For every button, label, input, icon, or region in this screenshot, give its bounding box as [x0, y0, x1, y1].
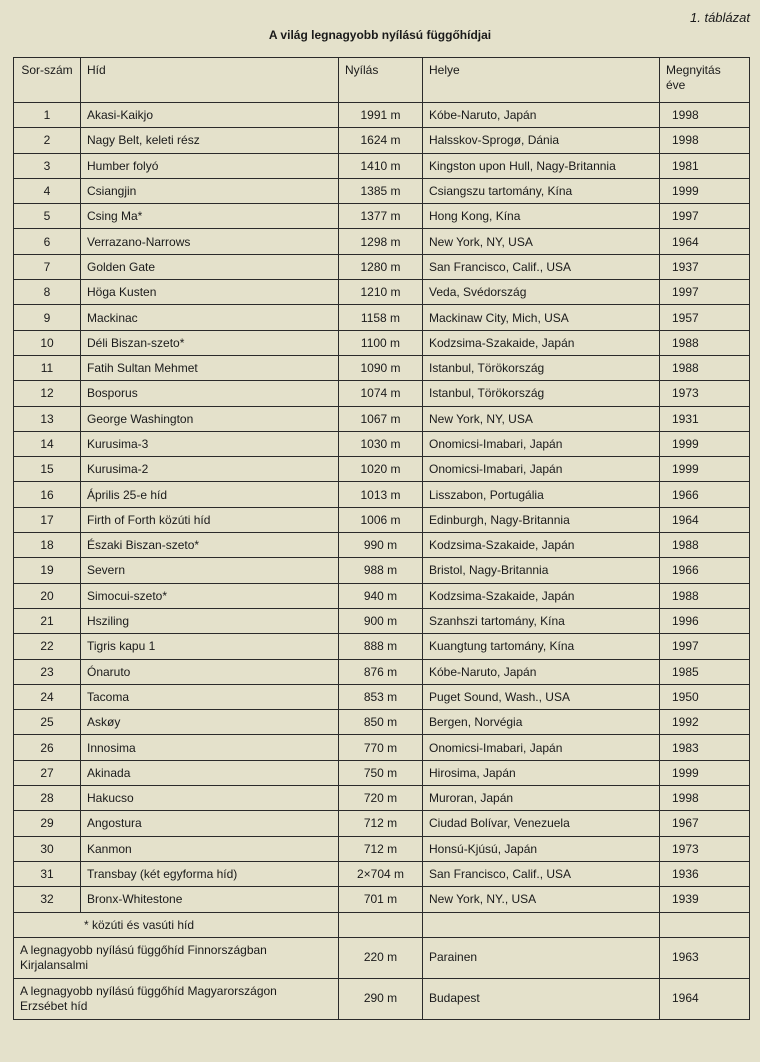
table-number: 1. táblázat [690, 10, 750, 25]
cell-name: Április 25-e híd [81, 482, 339, 507]
cell-name: Simocui-szeto* [81, 583, 339, 608]
cell-opened: 1998 [660, 786, 750, 811]
cell-no: 25 [14, 710, 81, 735]
cell-no: 22 [14, 634, 81, 659]
table-row [14, 457, 750, 482]
table-row [14, 355, 750, 380]
cell-no: 32 [14, 887, 81, 912]
cell-span: 290 m [339, 978, 423, 1019]
cell-name: Mackinac [81, 305, 339, 330]
cell-location: New York, NY., USA [423, 887, 660, 912]
table-row [14, 431, 750, 456]
cell-no: 11 [14, 355, 81, 380]
table-row [14, 153, 750, 178]
cell-location: Kodzsima-Szakaide, Japán [423, 533, 660, 558]
cell-no: 24 [14, 684, 81, 709]
cell-location: Kóbe-Naruto, Japán [423, 659, 660, 684]
cell-span: 1090 m [339, 355, 423, 380]
cell-location: Kuangtung tartomány, Kína [423, 634, 660, 659]
cell-opened: 1988 [660, 533, 750, 558]
cell-name: Északi Biszan-szeto* [81, 533, 339, 558]
cell-location: Onomicsi-Imabari, Japán [423, 735, 660, 760]
cell-opened: 1936 [660, 861, 750, 886]
table-body [14, 103, 750, 1020]
cell-no: 27 [14, 760, 81, 785]
cell-span: 1067 m [339, 406, 423, 431]
summary-label [14, 978, 339, 1019]
cell-name: Csing Ma* [81, 204, 339, 229]
cell-name: Ónaruto [81, 659, 339, 684]
table-row [14, 204, 750, 229]
table-row [14, 305, 750, 330]
cell-location: Onomicsi-Imabari, Japán [423, 457, 660, 482]
summary-label-line2: Kirjalansalmi [20, 957, 89, 972]
table-row [14, 330, 750, 355]
cell-no: 23 [14, 659, 81, 684]
cell-opened: 1963 [660, 937, 750, 978]
cell-span: 888 m [339, 634, 423, 659]
cell-no: 12 [14, 381, 81, 406]
cell-location: Parainen [423, 937, 660, 978]
cell-location: Szanhszi tartomány, Kína [423, 608, 660, 633]
cell-location: Edinburgh, Nagy-Britannia [423, 507, 660, 532]
table-row [14, 178, 750, 203]
cell-location: Budapest [423, 978, 660, 1019]
cell-name: Humber folyó [81, 153, 339, 178]
cell-location: Lisszabon, Portugália [423, 482, 660, 507]
cell-opened: 1985 [660, 659, 750, 684]
table-row [14, 128, 750, 153]
cell-opened: 1973 [660, 836, 750, 861]
cell-opened: 1973 [660, 381, 750, 406]
table-row [14, 684, 750, 709]
cell-span: 853 m [339, 684, 423, 709]
cell-location: Bergen, Norvégia [423, 710, 660, 735]
cell-opened: 1996 [660, 608, 750, 633]
cell-span: 850 m [339, 710, 423, 735]
cell-no: 6 [14, 229, 81, 254]
cell-opened: 1967 [660, 811, 750, 836]
cell-span: 1030 m [339, 431, 423, 456]
cell-name: Severn [81, 558, 339, 583]
cell-location: Puget Sound, Wash., USA [423, 684, 660, 709]
empty-cell [423, 912, 660, 937]
cell-opened: 1964 [660, 229, 750, 254]
table-row [14, 583, 750, 608]
cell-location: Istanbul, Törökország [423, 381, 660, 406]
summary-label-line2: Erzsébet híd [20, 998, 88, 1013]
header-row [14, 58, 750, 103]
cell-name: Kurusima-3 [81, 431, 339, 456]
cell-opened: 1998 [660, 128, 750, 153]
header-location: Helye [423, 58, 660, 103]
cell-opened: 1964 [660, 978, 750, 1019]
header-no: Sor-szám [14, 58, 81, 103]
cell-span: 720 m [339, 786, 423, 811]
cell-name: Fatih Sultan Mehmet [81, 355, 339, 380]
table-row [14, 558, 750, 583]
cell-name: Déli Biszan-szeto* [81, 330, 339, 355]
cell-opened: 1964 [660, 507, 750, 532]
footnote: * közúti és vasúti híd [14, 912, 339, 937]
cell-no: 3 [14, 153, 81, 178]
cell-opened: 1950 [660, 684, 750, 709]
table-row [14, 280, 750, 305]
header-name: Híd [81, 58, 339, 103]
header-span: Nyílás [339, 58, 423, 103]
summary-label-line1: A legnagyobb nyílású függőhíd Finnországban [20, 942, 267, 957]
cell-span: 988 m [339, 558, 423, 583]
table-row [14, 533, 750, 558]
cell-name: Tacoma [81, 684, 339, 709]
cell-location: Kodzsima-Szakaide, Japán [423, 330, 660, 355]
cell-opened: 1998 [660, 103, 750, 128]
cell-name: Csiangjin [81, 178, 339, 203]
cell-no: 16 [14, 482, 81, 507]
cell-location: Istanbul, Törökország [423, 355, 660, 380]
cell-location: Bristol, Nagy-Britannia [423, 558, 660, 583]
cell-no: 15 [14, 457, 81, 482]
cell-span: 1158 m [339, 305, 423, 330]
cell-name: Bosporus [81, 381, 339, 406]
cell-location: San Francisco, Calif., USA [423, 861, 660, 886]
cell-no: 7 [14, 254, 81, 279]
cell-span: 770 m [339, 735, 423, 760]
cell-no: 9 [14, 305, 81, 330]
cell-location: Csiangszu tartomány, Kína [423, 178, 660, 203]
cell-location: Ciudad Bolívar, Venezuela [423, 811, 660, 836]
cell-no: 5 [14, 204, 81, 229]
cell-span: 1410 m [339, 153, 423, 178]
summary-label-line1: A legnagyobb nyílású függőhíd Magyarországon [20, 983, 277, 998]
cell-name: Nagy Belt, keleti rész [81, 128, 339, 153]
cell-opened: 1997 [660, 204, 750, 229]
cell-name: Hakucso [81, 786, 339, 811]
summary-label [14, 937, 339, 978]
table-row [14, 735, 750, 760]
cell-opened: 1999 [660, 760, 750, 785]
cell-span: 750 m [339, 760, 423, 785]
cell-name: Höga Kusten [81, 280, 339, 305]
cell-location: New York, NY, USA [423, 406, 660, 431]
table-row [14, 887, 750, 912]
cell-span: 1377 m [339, 204, 423, 229]
table-row [14, 608, 750, 633]
table-row [14, 861, 750, 886]
table-row [14, 254, 750, 279]
cell-span: 1210 m [339, 280, 423, 305]
cell-location: Onomicsi-Imabari, Japán [423, 431, 660, 456]
cell-opened: 1988 [660, 355, 750, 380]
cell-location: New York, NY, USA [423, 229, 660, 254]
cell-opened: 1937 [660, 254, 750, 279]
table-row [14, 710, 750, 735]
table-row [14, 811, 750, 836]
cell-location: Muroran, Japán [423, 786, 660, 811]
table-row [14, 836, 750, 861]
cell-span: 220 m [339, 937, 423, 978]
table-row [14, 786, 750, 811]
cell-span: 1020 m [339, 457, 423, 482]
cell-no: 28 [14, 786, 81, 811]
cell-name: Kurusima-2 [81, 457, 339, 482]
table-row [14, 482, 750, 507]
table-row [14, 381, 750, 406]
cell-no: 31 [14, 861, 81, 886]
cell-name: Akasi-Kaikjo [81, 103, 339, 128]
cell-location: San Francisco, Calif., USA [423, 254, 660, 279]
cell-no: 8 [14, 280, 81, 305]
cell-opened: 1939 [660, 887, 750, 912]
cell-span: 900 m [339, 608, 423, 633]
cell-opened: 1957 [660, 305, 750, 330]
cell-location: Kodzsima-Szakaide, Japán [423, 583, 660, 608]
cell-opened: 1966 [660, 482, 750, 507]
cell-opened: 1997 [660, 280, 750, 305]
cell-span: 1991 m [339, 103, 423, 128]
table-row [14, 659, 750, 684]
cell-span: 712 m [339, 836, 423, 861]
cell-name: Askøy [81, 710, 339, 735]
cell-no: 19 [14, 558, 81, 583]
cell-opened: 1931 [660, 406, 750, 431]
table-row [14, 103, 750, 128]
cell-location: Veda, Svédország [423, 280, 660, 305]
cell-name: Hsziling [81, 608, 339, 633]
cell-span: 1385 m [339, 178, 423, 203]
cell-location: Mackinaw City, Mich, USA [423, 305, 660, 330]
cell-location: Honsú-Kjúsú, Japán [423, 836, 660, 861]
cell-name: George Washington [81, 406, 339, 431]
cell-span: 712 m [339, 811, 423, 836]
cell-opened: 1966 [660, 558, 750, 583]
cell-opened: 1992 [660, 710, 750, 735]
table-row [14, 634, 750, 659]
table-row [14, 760, 750, 785]
cell-no: 10 [14, 330, 81, 355]
cell-no: 14 [14, 431, 81, 456]
cell-opened: 1999 [660, 178, 750, 203]
cell-span: 1298 m [339, 229, 423, 254]
cell-no: 4 [14, 178, 81, 203]
cell-name: Verrazano-Narrows [81, 229, 339, 254]
summary-row [14, 978, 750, 1019]
cell-location: Halsskov-Sprogø, Dánia [423, 128, 660, 153]
cell-location: Kóbe-Naruto, Japán [423, 103, 660, 128]
cell-span: 1280 m [339, 254, 423, 279]
cell-name: Firth of Forth közúti híd [81, 507, 339, 532]
table-row [14, 229, 750, 254]
cell-span: 1100 m [339, 330, 423, 355]
cell-name: Bronx-Whitestone [81, 887, 339, 912]
cell-opened: 1983 [660, 735, 750, 760]
cell-no: 30 [14, 836, 81, 861]
empty-cell [660, 912, 750, 937]
cell-name: Innosima [81, 735, 339, 760]
cell-no: 29 [14, 811, 81, 836]
cell-location: Hong Kong, Kína [423, 204, 660, 229]
cell-span: 2×704 m [339, 861, 423, 886]
footnote-row [14, 912, 750, 937]
cell-no: 1 [14, 103, 81, 128]
summary-row [14, 937, 750, 978]
cell-opened: 1988 [660, 583, 750, 608]
cell-name: Tigris kapu 1 [81, 634, 339, 659]
cell-name: Akinada [81, 760, 339, 785]
cell-no: 20 [14, 583, 81, 608]
cell-no: 13 [14, 406, 81, 431]
cell-span: 1624 m [339, 128, 423, 153]
cell-no: 17 [14, 507, 81, 532]
cell-span: 701 m [339, 887, 423, 912]
cell-name: Kanmon [81, 836, 339, 861]
cell-span: 990 m [339, 533, 423, 558]
cell-opened: 1997 [660, 634, 750, 659]
cell-span: 1013 m [339, 482, 423, 507]
bridges-table [13, 57, 750, 1020]
empty-cell [339, 912, 423, 937]
table-row [14, 507, 750, 532]
cell-span: 1006 m [339, 507, 423, 532]
cell-location: Hirosima, Japán [423, 760, 660, 785]
cell-no: 26 [14, 735, 81, 760]
page-title: A világ legnagyobb nyílású függőhídjai [268, 28, 492, 42]
cell-no: 2 [14, 128, 81, 153]
cell-opened: 1999 [660, 457, 750, 482]
cell-no: 21 [14, 608, 81, 633]
cell-opened: 1981 [660, 153, 750, 178]
cell-opened: 1999 [660, 431, 750, 456]
cell-no: 18 [14, 533, 81, 558]
cell-opened: 1988 [660, 330, 750, 355]
cell-name: Angostura [81, 811, 339, 836]
cell-name: Golden Gate [81, 254, 339, 279]
cell-location: Kingston upon Hull, Nagy-Britannia [423, 153, 660, 178]
cell-span: 1074 m [339, 381, 423, 406]
cell-span: 940 m [339, 583, 423, 608]
table-row [14, 406, 750, 431]
cell-name: Transbay (két egyforma híd) [81, 861, 339, 886]
cell-span: 876 m [339, 659, 423, 684]
header-opened: Megnyitás éve [660, 58, 750, 103]
